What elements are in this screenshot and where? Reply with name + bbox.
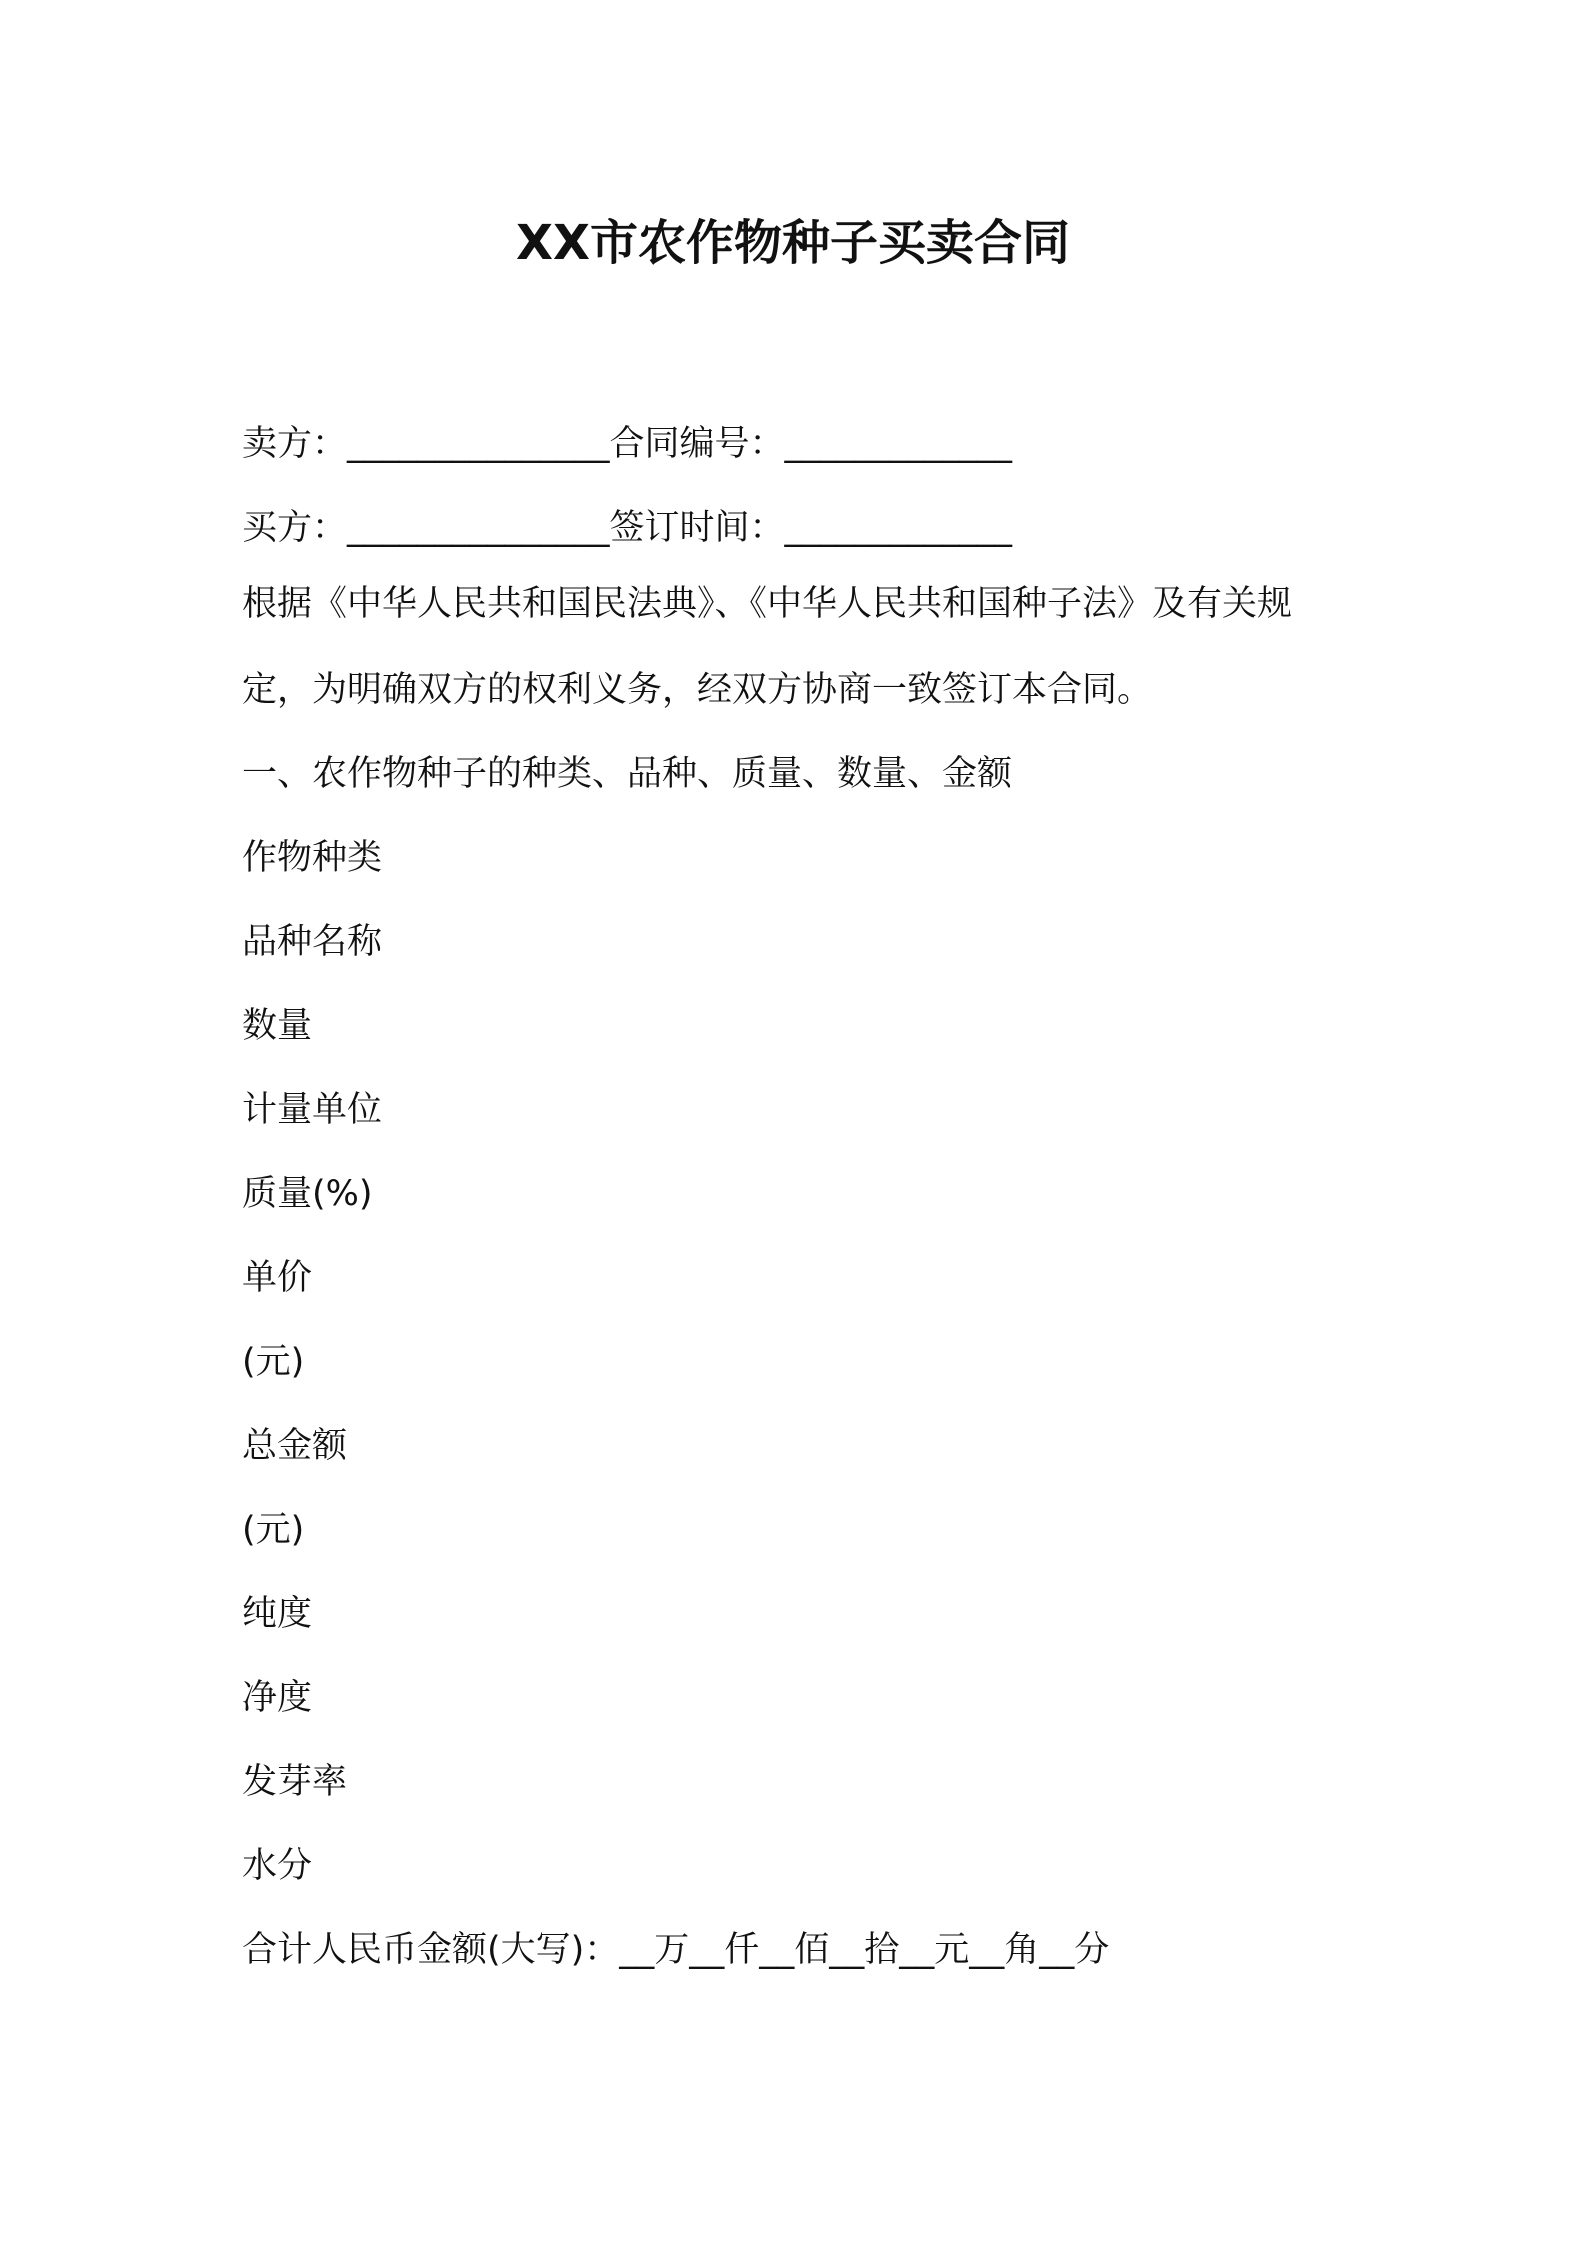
seller-contract-number-line: 卖方：_______________合同编号：_____________ xyxy=(242,424,1013,464)
item-total-amount: 总金额 xyxy=(242,1426,348,1466)
item-crop-type: 作物种类 xyxy=(242,838,383,878)
item-total-amount-currency: (元) xyxy=(242,1510,305,1550)
buyer-signing-date-line: 买方：_______________签订时间：_____________ xyxy=(242,508,1013,548)
item-quantity: 数量 xyxy=(242,1006,313,1046)
item-variety-name: 品种名称 xyxy=(242,922,383,962)
item-unit-price-currency: (元) xyxy=(242,1342,305,1382)
item-purity: 纯度 xyxy=(242,1594,313,1634)
item-unit-price: 单价 xyxy=(242,1258,313,1298)
item-moisture: 水分 xyxy=(242,1846,313,1886)
item-quality: 质量(%) xyxy=(242,1174,373,1214)
preamble-line-2: 定，为明确双方的权利义务，经双方协商一致签订本合同。 xyxy=(242,670,1153,710)
item-unit: 计量单位 xyxy=(242,1090,383,1130)
document-title: XX市农作物种子买卖合同 xyxy=(515,215,1071,271)
total-amount-capital-line: 合计人民币金额(大写)：__万__仟__佰__拾__元__角__分 xyxy=(242,1930,1110,1970)
section-1-heading: 一、农作物种子的种类、品种、质量、数量、金额 xyxy=(242,754,1013,794)
item-germination-rate: 发芽率 xyxy=(242,1762,348,1802)
preamble-line-1: 根据《中华人民共和国民法典》、《中华人民共和国种子法》及有关规 xyxy=(242,584,1293,624)
item-cleanliness: 净度 xyxy=(242,1678,313,1718)
